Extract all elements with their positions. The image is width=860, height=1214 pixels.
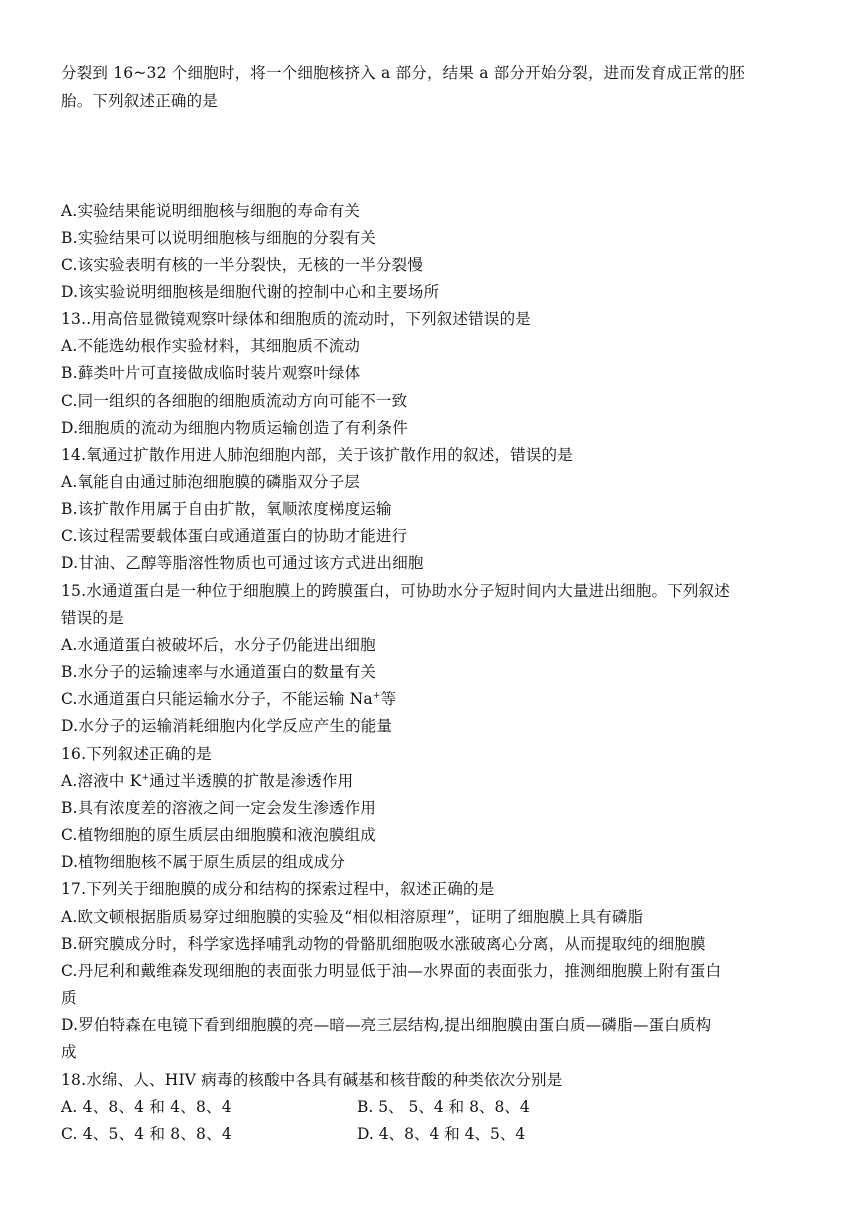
q17-option-b: B.研究膜成分时，科学家选择哺乳动物的骨骼肌细胞吸水涨破离心分离，从而提取纯的细胞膜: [61, 935, 706, 953]
q14-option-a: A.氧能自由通过肺泡细胞膜的磷脂双分子层: [61, 473, 361, 491]
q17-option-d-line-1: D.罗伯特森在电镜下看到细胞膜的亮—暗—亮三层结构,提出细胞膜由蛋白质—磷脂—蛋白质构: [61, 1016, 712, 1034]
q15-option-d: D.水分子的运输消耗细胞内化学反应产生的能量: [61, 717, 393, 735]
q14-option-c: C.该过程需要载体蛋白或通道蛋白的协助才能进行: [61, 527, 408, 545]
q16-option-a-text: A.溶液中 K: [61, 772, 142, 790]
q16-option-d: D.植物细胞核不属于原生质层的组成成分: [61, 853, 346, 871]
q12-option-a: A.实验结果能说明细胞核与细胞的寿命有关: [61, 202, 361, 220]
q15-stem-line-1: 15.水通道蛋白是一种位于细胞膜上的跨膜蛋白，可协助水分子短时间内大量进出细胞。下列叙述: [61, 582, 730, 600]
intro-line-2: 胎。下列叙述正确的是: [61, 92, 219, 110]
q14-option-d: D.甘油、乙醇等脂溶性物质也可通过该方式进出细胞: [61, 554, 424, 572]
q15-option-b: B.水分子的运输速率与水通道蛋白的数量有关: [61, 663, 377, 681]
intro-line-1: 分裂到 16~32 个细胞时，将一个细胞核挤入 a 部分，结果 a 部分开始分裂，进而发育成正常的胚: [61, 64, 745, 82]
q13-option-d: D.细胞质的流动为细胞内物质运输创造了有利条件: [61, 419, 408, 437]
sodium-charge-superscript: +: [372, 691, 381, 701]
q18-option-d: D. 4、8、4 和 4、5、4: [357, 1125, 526, 1143]
q14-option-b: B.该扩散作用属于自由扩散，氧顺浓度梯度运输: [61, 500, 392, 518]
q17-option-a: A.欧文顿根据脂质易穿过细胞膜的实验及“相似相溶原理”，证明了细胞膜上具有磷脂: [61, 908, 644, 926]
q16-option-b: B.具有浓度差的溶液之间一定会发生渗透作用: [61, 799, 377, 817]
q13-option-b: B.藓类叶片可直接做成临时装片观察叶绿体: [61, 364, 361, 382]
q12-option-b: B.实验结果可以说明细胞核与细胞的分裂有关: [61, 229, 377, 247]
q18-stem: 18.水绵、人、HIV 病毒的核酸中各具有碱基和核苷酸的种类依次分别是: [61, 1071, 563, 1089]
q17-option-c-line-2: 质: [61, 989, 77, 1007]
q15-option-a: A.水通道蛋白被破坏后，水分子仍能进出细胞: [61, 636, 376, 654]
q15-option-c-tail: 等: [380, 690, 397, 708]
q17-option-d-line-2: 成: [61, 1043, 77, 1061]
q16-option-a: [61, 771, 353, 791]
q13-option-c: C.同一组织的各细胞的细胞质流动方向可能不一致: [61, 392, 408, 410]
q17-stem: 17.下列关于细胞膜的成分和结构的探索过程中，叙述正确的是: [61, 880, 495, 898]
q15-option-c: [61, 689, 396, 709]
q12-option-c: C.该实验表明有核的一半分裂快，无核的一半分裂慢: [61, 256, 424, 274]
q16-stem: 16.下列叙述正确的是: [61, 745, 212, 763]
q13-option-a: A.不能选幼根作实验材料，其细胞质不流动: [61, 337, 361, 355]
q14-stem: 14.氧通过扩散作用进人肺泡细胞内部，关于该扩散作用的叙述，错误的是: [61, 446, 573, 464]
q18-option-a: A. 4、8、4 和 4、8、4: [61, 1098, 232, 1116]
q16-option-c: C.植物细胞的原生质层由细胞膜和液泡膜组成: [61, 826, 376, 844]
q16-option-a-tail: 通过半透膜的扩散是渗透作用: [149, 772, 354, 790]
q12-option-d: D.该实验说明细胞核是细胞代谢的控制中心和主要场所: [61, 283, 440, 301]
q17-option-c-line-1: C.丹尼利和戴维森发现细胞的表面张力明显低于油—水界面的表面张力，推测细胞膜上附有蛋白: [61, 962, 722, 980]
q13-stem: 13..用高倍显微镜观察叶绿体和细胞质的流动时，下列叙述错误的是: [61, 310, 531, 328]
q15-stem-line-2: 错误的是: [61, 609, 124, 627]
potassium-charge-superscript: +: [141, 773, 150, 783]
q18-option-c: C. 4、5、4 和 8、8、4: [61, 1125, 232, 1143]
q18-option-b: B. 5、 5、4 和 8、8、4: [357, 1098, 530, 1116]
q15-option-c-text: C.水通道蛋白只能运输水分子，不能运输 Na: [61, 690, 373, 708]
